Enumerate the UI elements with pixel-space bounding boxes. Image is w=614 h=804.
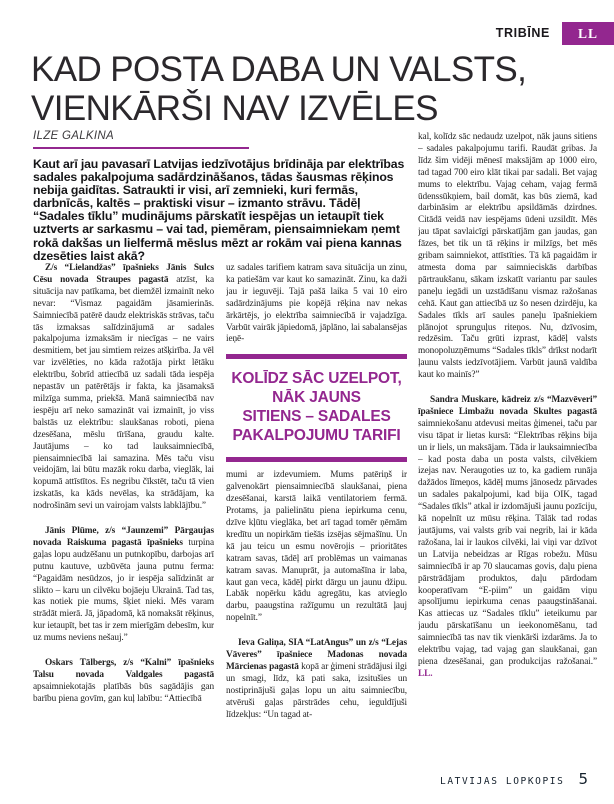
paragraph-lead-in: Jānis Plūme, z/s “Jaunzemi” Pārgaujas novada Raiskuma pagastā īpašnieks <box>33 526 214 548</box>
pull-quote <box>226 354 407 462</box>
pull-quote-line: SITIENS – SADALES <box>242 408 391 426</box>
pull-quote-line: PAKALPOJUMU TARIFI <box>232 427 401 445</box>
pull-quote-line: NĀK JAUNS <box>272 389 361 407</box>
column-2-top-text <box>226 263 407 346</box>
magazine-logo-text: LL <box>577 26 598 41</box>
section-label: TRIBĪNE <box>495 26 550 40</box>
magazine-name: LATVIJAS LOPKOPIS <box>440 776 565 787</box>
intro-paragraph: Kaut arī jau pavasarī Latvijas iedzīvotājus brīdināja par elektrības sadales pakalpojuma sadārdzināšanos, tādas šausmas rēķinos nebija gaidītas. Satraukti ir visi, arī zemnieki, kuri fermās, darbnīcās, kaltēs – praktiski visur – izmanto strāvu. Tādēļ “Sadales tīklu” mudinājums pārskatīt iespējas un ietaupīt tiek uztverts ar sarkasmu – vai tad, piemēram, piensaimniekam ņemt rokā dakšas un lielfermā mēslus mēzt ar rokām vai piena kannas dzesēties laist akā? <box>33 157 405 263</box>
byline: ILZE GALKINA <box>33 130 114 142</box>
article-paragraph: Sandra Muskare, kādreiz z/s “Mazvēveri” īpašniece Limbažu novada Skultes pagastā saimniekošanu atdevusi meitas ģimenei, taču par visu tāpat ir lietas kursā: “Elektrības rēķins bija un ir liels, un maksājam. Tāda ir lauksaimniecība – kad posta daba un posta valsts, cilvēkiem izejas nav. Neraugoties uz to, ka gadiem runāja dažādos līmeņos, kādēļ mums jānosedz pārvades un sadales pakalpojumi, kad bija OIK, tagad “Sadales tīkls” atkal ir izdomājuši jaunu pozīciju, kā nopelnīt uz mūsu rēķina. Tālāk tad rodas jautājums, vai valsts grib vai negrib, lai ir kāda ražošana, lai ir laukos cilvēki, lai viņi var dzīvot un Latvija nebeidzas ar Rīgas robežu. Mūsu saimniecībā ir ap 70 slaucamas govis, daļu piena pārstrādājam produktos, daļu pārdodam kooperatīvam “E-piim” un gaidām viņu apsolījumu iepirkuma cenas paaugstināšanai. Kas attiecas uz “Sadales tīklu” ieteikumu par jaudu pārskatīšanu un ieekonomēšanu, tad saimniecībā tas nav tik vienkārši izdarāms. Ja to elektrību vajag, tad vajag gan slaukšanai, gan piena dzesēšanai, gan produkcijas ražošanai.” LL. <box>418 395 597 679</box>
article-paragraph: Z/s “Lielandžas” īpašnieks Jānis Šulcs Cēsu novada Straupes pagastā atzīst, ka situācija nav patīkama, bet diemžēl izmainīt neko nevar: “Vismaz pagaidām jāsamierinās. Saimniecībā patērē daudz elektriskās strāvas, taču tās izmaksas salīdzinājumā ar sadales pakalpojuma izmaksām ir niecīgas – ne vairs desmitiem, bet jau simtiem reizes atšķirība. Ja vēl var izvēlēties, no kāda ražotāja pirkt lētāku elektrību, šobrīd attiecībā uz sadali tāda iespēja nepastāv un patērētājs ir fakta, ka jāsamaksā milzīga summa, priekšā. Manā saimniecībā nav iespēju arī neko samazināt vai izmainīt, jo viss balstās uz elektrību: slaukšanas roboti, piena dzesēšana, mēslu tīrīšana, graudu kalte. Jautājums – ko tad lauksaimniecībā, piensaimniecībā lai samazina. Mēs taču visu veidojām, lai būtu mazāk roku darba, vieglāk, lai kopumā attīstītos. Es negribu čīkstēt, taču tā vien izskatās, ka kāds nevēlas, ka strādājam, ka nodrošinām sevi un vairojam valsts labklājību.” <box>33 263 214 512</box>
article-paragraph: mumi ar izdevumiem. Mums patēriņš ir galvenokārt piensaimniecībā slaukšanai, piena dzesēšanai, karstā laikā ventilatoriem fermā. Protams, ja palielinātu piena iepirkuma cenu, dzīve kļūtu vieglāka, bet arī tagad tomēr ņēmām kredītu un nopirkām tiešās izsējas sējmašīnu. Un kā jau teicu un esmu novērojis – prioritātes katram savas, tādēļ arī problēmas un vaimanas katram savas. Manuprāt, ja automašīna ir laba, kaut gan veca, kādēļ pirkt dārgu un jaunu džipu. Labāk nopērku kādu agregātu, kas atvieglo darbu, paaugstina ražīgumu un rezultātā ļauj nopelnīt.” <box>226 470 407 624</box>
magazine-logo-badge <box>562 22 614 45</box>
page-footer <box>440 770 588 788</box>
article-column-2 <box>226 263 407 791</box>
paragraph-lead-in: Z/s “Lielandžas” īpašnieks Jānis Šulcs Cēsu novada Straupes pagastā <box>33 263 214 285</box>
column-2-bottom-text <box>226 470 407 721</box>
article-column-3 <box>418 132 597 773</box>
headline-line-2: VIENKĀRŠI NAV IZVĒLES <box>31 89 438 128</box>
article-paragraph: Ieva Galiņa, SIA “LatAngus” un z/s “Lejas Vāveres” īpašniece Madonas novada Mārcienas pagastā kopā ar ģimeni strādājusi ilgi un smagi, līdz, kā pati saka, izsitušies un nostiprinājuši gaļas lopu un aitu saimniecību, atvēruši gaļas pārstrādes cehu, ieguldījuši līdzekļus: “Un tagad at- <box>226 638 407 720</box>
paragraph-lead-in: Ieva Galiņa, SIA “LatAngus” un z/s “Lejas Vāveres” īpašniece Madonas novada Mārcienas pagastā <box>226 638 407 672</box>
byline-rule <box>33 147 249 149</box>
article-paragraph: uz sadales tarifiem katram sava situācija un zinu, ka patiešām var kaut ko samazināt. Zinu, ka daži jau ir ieguvēji. Tajā pašā laika 5 vai 10 eiro sadārdzinājums pie kopējā rēķina nav nekas ārkārtējs, jo elektrība saimniecībā ir vajadzīga. Varbūt vairāk jāpiedomā, jāplāno, lai sabalansējas ieņē- <box>226 263 407 345</box>
headline-line-1: KAD POSTA DABA UN VALSTS, <box>31 50 527 89</box>
article-column-1 <box>33 263 214 791</box>
paragraph-lead-in: Oskars Tālbergs, z/s “Kalni” īpašnieks Talsu novada Valdgales pagastā <box>33 658 214 680</box>
article-paragraph: Jānis Plūme, z/s “Jaunzemi” Pārgaujas novada Raiskuma pagastā īpašnieks turpina gaļas lopu audzēšanu un putnkopību, darbojas arī putnu kautuve, uzbūvēta jauna putnu ferma: “Pagaidām nesūdzos, jo ir iespēja salīdzināt ar slikto – karu un cilvēku bojāeju Ukrainā. Tad tas, kas notiek pie mums, šķiet nieki. Mēs varam strādāt mierā. Jā, jāpadomā, kā nomaksāt rēķinus, kur ietaupīt, bet tas ir zem mierīgām debesīm, kur uz mums neviens nešauj.” <box>33 526 214 644</box>
page-number: 5 <box>578 770 588 788</box>
article-paragraph: kal, kolīdz sāc nedaudz uzelpot, nāk jauns sitiens – sadales pakalpojumu tarifi. Raudāt gribas. Ja līdz šim vidēji mēnesī maksājām ap 1000 eiro, tad tagad 700 eiro klāt tikai par sadali. Bet vajag mums to elektrību. Vajag ceham, vajag fermā ūdenssūkņiem, bail domāt, kas būs ziemā, kad darbināsim ar elektrību apsildāmās dzirdnes. Citādā veidā nav iespējams ūdeni uzsildīt. Mēs jau tāpat savlaicīgi pārskatījām gan jaudas, gan fāzes, bet tik un tā rēķins ir milzīgs, bet mēs gribam saimniekot, attīstīties. Tā kā pagaidām ir atmesta doma par saimnieciskās darbības pārtraukšanu, sākam izskatīt variantu par saules paneļu iegādi un uzstādīšanu vismaz ražošanas cehā. Kaut gan attiecībā uz šo nesen dzirdēju, ka Sadales tīkls arī saules paneļu īpašniekiem plānojot sprunguļus riteņos. Nu, dzīvosim, redzēsim. Taču grūti izprast, kādēļ valsts monopoluzņēmums “Sadales tīkls” drīkst nodarīt ļaunu valsts iedzīvotājiem. Varbūt jaunā valdība kaut ko mainīs?” <box>418 132 597 381</box>
end-of-article-mark: LL. <box>418 668 433 679</box>
paragraph-lead-in: Sandra Muskare, kādreiz z/s “Mazvēveri” īpašniece Limbažu novada Skultes pagastā <box>418 395 597 417</box>
page-title <box>31 50 591 128</box>
pull-quote-line: KOLĪDZ SĀC UZELPOT, <box>231 370 402 388</box>
article-paragraph: Oskars Tālbergs, z/s “Kalni” īpašnieks Talsu novada Valdgales pagastā apsaimniekotajās platībās būs sagādājis gan barību piena govīm, gan kuļ labību: “Attiecībā <box>33 658 214 704</box>
